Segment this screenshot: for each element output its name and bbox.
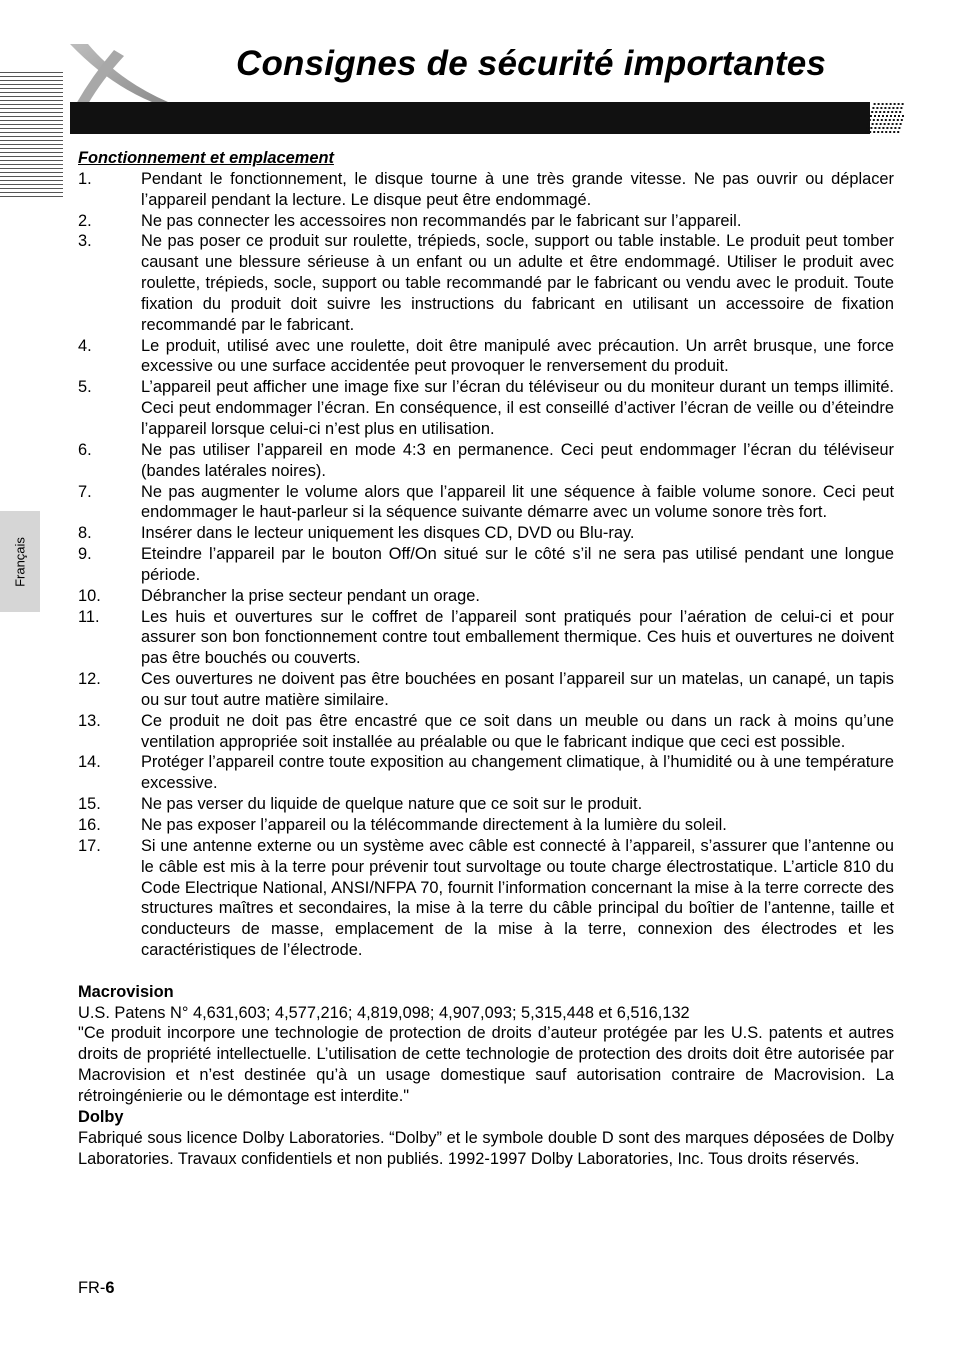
page-number-prefix: FR- — [78, 1279, 106, 1297]
list-item — [78, 336, 894, 378]
list-item — [78, 836, 894, 961]
list-item — [78, 794, 894, 815]
header-stripes-decoration — [0, 72, 63, 200]
macrovision-heading: Macrovision — [78, 982, 174, 1001]
list-item-text: Les huis et ouvertures sur le coffret de l’appareil sont pratiqués pour l’aération de celui-ci et pour assurer son bon fonctionnement contre tout emballement thermique. Ces huis et ouvertures ne doivent pas être bouchés ou couverts. — [141, 607, 894, 668]
list-item — [78, 482, 894, 524]
list-item-number: 9. — [78, 545, 92, 564]
list-item — [78, 815, 894, 836]
list-item-number: 7. — [78, 482, 92, 501]
list-item-text: Ne pas utiliser l’appareil en mode 4:3 en permanence. Ceci peut endommager l’écran du téléviseur (bandes latérales noires). — [141, 440, 894, 480]
list-item-number: 10. — [78, 586, 101, 605]
page-number-value: 6 — [105, 1279, 115, 1297]
list-item-number: 8. — [78, 524, 92, 543]
list-item — [78, 377, 894, 440]
list-item-text: Ne pas verser du liquide de quelque nature que ce soit sur le produit. — [141, 795, 643, 814]
list-item — [78, 440, 894, 482]
list-item — [78, 544, 894, 586]
list-item-number: 5. — [78, 378, 92, 397]
list-item-number: 2. — [78, 211, 92, 230]
section-heading: Fonctionnement et emplacement — [78, 149, 334, 167]
safety-list — [78, 169, 894, 961]
list-item-text: Eteindre l’appareil par le bouton Off/On situé sur le côté s’il ne sera pas utilisé pendant une longue période. — [141, 545, 894, 584]
list-item-text: Ne pas poser ce produit sur roulette, trépieds, socle, support ou table instable. Le produit peut tomber causant une blessure sérieuse à un enfant ou un adulte et être endommagé. Utiliser le produit avec roulette, trépieds, socle, support ou table recommandé par le fabricant ou vendu avec le produit. Toute fixation du produit doit suivre les instructions du fabricant en utilisant un accessoire de fixation recommandé par le fabricant. — [141, 232, 894, 334]
list-item-text: Ne pas exposer l’appareil ou la télécommande directement à la lumière du soleil. — [141, 816, 727, 834]
title-bar-dots-decoration — [860, 102, 904, 134]
list-item-text: Ces ouvertures ne doivent pas être bouchées en posant l’appareil sur un matelas, un canapé, un tapis ou sur tout autre matière similaire. — [141, 670, 894, 709]
list-item — [78, 669, 894, 711]
list-item-text: Ne pas connecter les accessoires non recommandés par le fabricant sur l’appareil. — [141, 211, 742, 230]
title-bar — [70, 102, 870, 134]
list-item — [78, 523, 894, 544]
list-item — [78, 711, 894, 753]
list-item-number: 4. — [78, 336, 92, 355]
list-item-text: Protéger l’appareil contre toute exposition au changement climatique, à l’humidité ou à une température excessive. — [141, 753, 894, 793]
dolby-heading: Dolby — [78, 1107, 124, 1126]
language-side-tab — [0, 511, 40, 612]
list-item — [78, 169, 894, 211]
list-item — [78, 607, 894, 670]
list-item-text: Pendant le fonctionnement, le disque tourne à une très grande vitesse. Ne pas ouvrir ou déplacer l’appareil pendant la lecture. Le disque peut être endommagé. — [141, 169, 894, 209]
list-item-number: 11. — [78, 607, 100, 626]
dolby-text: Fabriqué sous licence Dolby Laboratories. “Dolby” et le symbole double D sont des marques déposées de Dolby Laboratories. Travaux confidentiels et non publiés. 1992-1997 Dolby Laboratories, Inc. Tous droits réservés. — [78, 1128, 894, 1168]
list-item — [78, 211, 894, 232]
macrovision-patents: U.S. Patens N° 4,631,603; 4,577,216; 4,819,098; 4,907,093; 5,315,448 et 6,516,132 — [78, 1003, 690, 1022]
list-item — [78, 752, 894, 794]
list-item-number: 16. — [78, 816, 101, 834]
list-item — [78, 586, 894, 607]
list-item-text: Si une antenne externe ou un système avec câble est connecté à l’appareil, s’assurer que l’antenne ou le câble est mis à la terre pour prévenir tout survoltage ou toute charge électrostatique. L’article 810 du Code Electrique National, ANSI/NFPA 70, fournit l’information concernant la mise à la terre correcte des structures maîtres et secondaires, la mise à la terre du câble principal du boîtier de l’antenne, taille et conducteurs de masse, emplacement de la mise à la terre, connexion des électrodes et les caractéristiques de l’électrode. — [141, 836, 894, 960]
list-item-number: 3. — [78, 232, 92, 251]
list-item-text: Le produit, utilisé avec une roulette, doit être manipulé avec précaution. Un arrêt brusque, une force excessive ou une surface accidentée peut provoquer le renversement du produit. — [141, 336, 894, 376]
list-item-text: Débrancher la prise secteur pendant un orage. — [141, 586, 480, 605]
list-item-number: 13. — [78, 711, 101, 730]
page-title: Consignes de sécurité importantes — [236, 44, 827, 83]
page-content — [78, 148, 894, 1169]
list-item — [78, 231, 894, 335]
list-item-number: 15. — [78, 795, 101, 814]
list-item-number: 1. — [78, 169, 92, 188]
list-item-text: L’appareil peut afficher une image fixe sur l’écran du téléviseur ou du moniteur durant un temps illimité. Ceci peut endommager l’écran. En conséquence, il est conseillé d’activer l’écran de veille ou d’éteindre l’appareil lorsque celui-ci n’est plus en utilisation. — [141, 378, 894, 438]
list-item-number: 6. — [78, 440, 92, 459]
macrovision-text: "Ce produit incorpore une technologie de protection de droits d’auteur protégée par les U.S. patents et autres droits de propriété intellectuelle. L’utilisation de cette technologie de protection des droits doit être autorisée par Macrovision et n’est destinée qu’à un usage domestique sauf autorisation contraire de Macrovision. La rétroingénierie ou le démontage est interdite." — [78, 1024, 894, 1105]
list-item-text: Ne pas augmenter le volume alors que l’appareil lit une séquence à faible volume sonore. Ceci peut endommager le haut-parleur si la séquence suivante démarre avec un volume sonore très fort. — [141, 482, 894, 522]
list-item-text: Insérer dans le lecteur uniquement les disques CD, DVD ou Blu-ray. — [141, 524, 635, 543]
list-item-number: 17. — [78, 836, 101, 855]
list-item-text: Ce produit ne doit pas être encastré que ce soit dans un meuble ou dans un rack à moins qu’une ventilation appropriée soit installée au préalable ou que le fabricant indique que ceci est possible. — [141, 711, 894, 751]
page-number — [78, 1279, 114, 1298]
list-item-number: 14. — [78, 753, 101, 772]
list-item-number: 12. — [78, 670, 101, 689]
language-label: Français — [12, 536, 28, 587]
brand-x-logo-icon — [66, 36, 171, 108]
